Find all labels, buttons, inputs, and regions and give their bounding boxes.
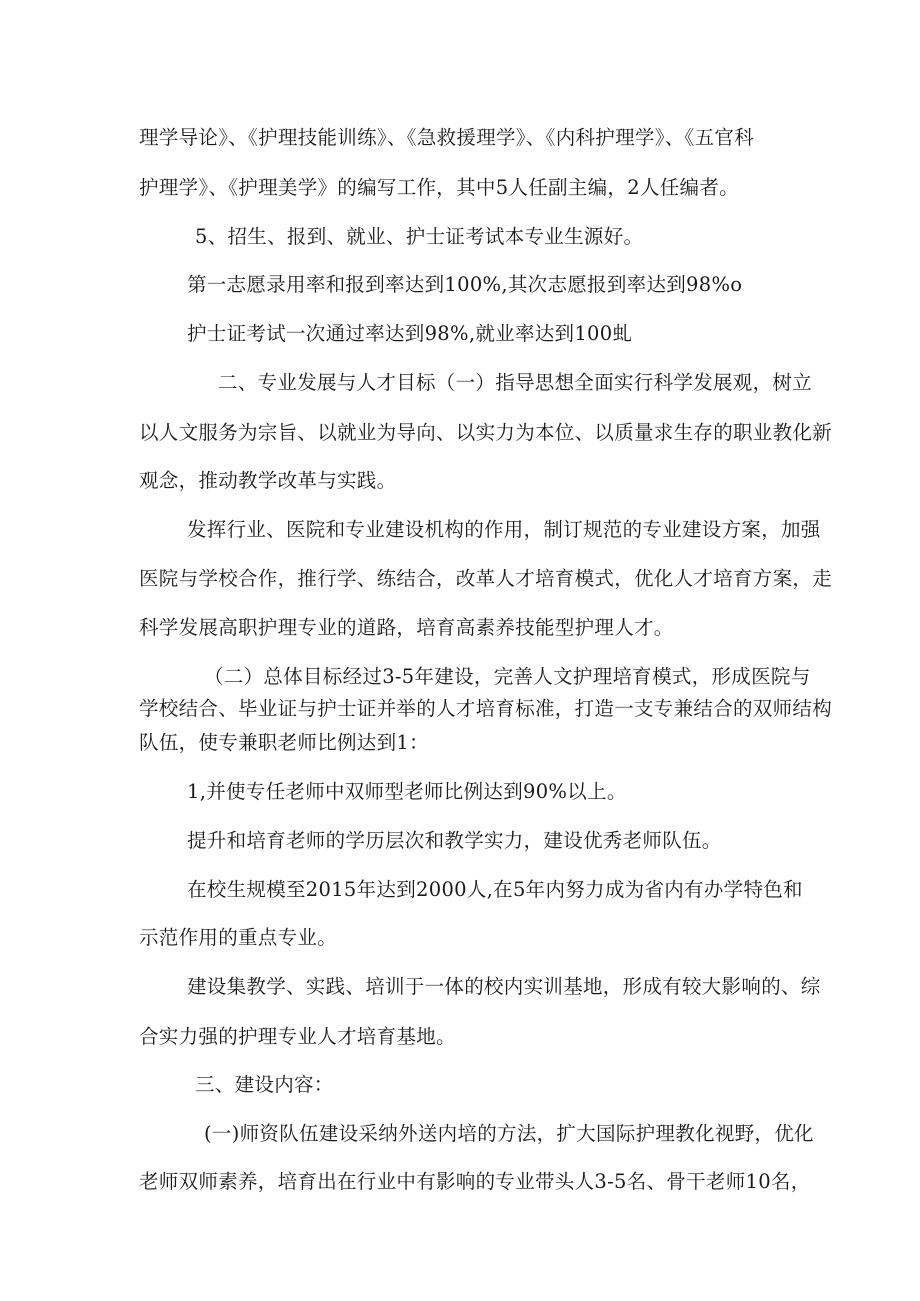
text-line: 理学导论》、《护理技能训练》、《急救援理学》、《内科护理学》、《五官科 [139, 126, 755, 149]
text-line: 队伍，使专兼职老师比例达到1： [139, 731, 429, 754]
section-heading: 三、建设内容： [195, 1073, 334, 1096]
text-line: 在校生规模至2015年达到2000人,在5年内努力成为省内有办学特色和 [187, 878, 803, 901]
text-line: 发挥行业、医院和专业建设机构的作用，制订规范的专业建设方案，加强 [187, 518, 821, 541]
section-heading: 二、专业发展与人才目标（一）指导思想全面实行科学发展观，树立 [218, 371, 813, 394]
text-line: 1,并使专任老师中双师型老师比例达到90%以上。 [187, 780, 627, 803]
text-line: 观念，推动教学改革与实践。 [139, 469, 397, 492]
text-line: 第一志愿录用率和报到率达到100%,其次志愿报到率达到98%o [187, 273, 743, 296]
subsection-heading: （二）总体目标经过3-5年建设，完善人文护理培育模式，形成医院与 [204, 665, 811, 688]
text-line: 科学发展高职护理专业的道路，培育高素养技能型护理人才。 [139, 616, 674, 639]
text-line: 以人文服务为宗旨、以就业为导向、以实力为本位、以质量求生存的职业教化新 [139, 421, 833, 444]
text-line: 护理学》、《护理美学》的编写工作，其中5人任副主编，2人任编者。 [139, 176, 739, 199]
subsection-heading: (一)师资队伍建设采纳外送内培的方法，扩大国际护理教化视野，优化 [204, 1122, 814, 1145]
text-line: 老师双师素养，培育出在行业中有影响的专业带头人3-5名、骨干老师10名， [139, 1170, 811, 1193]
text-line: 护士证考试一次通过率达到98%,就业率达到100虬 [187, 322, 633, 345]
text-line: 合实力强的护理专业人才培育基地。 [139, 1025, 456, 1048]
text-line: 学校结合、毕业证与护士证并举的人才培育标准，打造一支专兼结合的双师结构 [139, 697, 833, 720]
text-line: 提升和培育老师的学历层次和教学实力，建设优秀老师队伍。 [187, 829, 722, 852]
list-item-heading: 5、招生、报到、就业、护士证考试本专业生源好。 [195, 225, 644, 248]
text-line: 示范作用的重点专业。 [139, 926, 338, 949]
text-line: 建设集教学、实践、培训于一体的校内实训基地，形成有较大影响的、综 [187, 975, 821, 998]
text-line: 医院与学校合作，推行学、练结合，改革人才培育模式，优化人才培育方案，走 [139, 567, 833, 590]
